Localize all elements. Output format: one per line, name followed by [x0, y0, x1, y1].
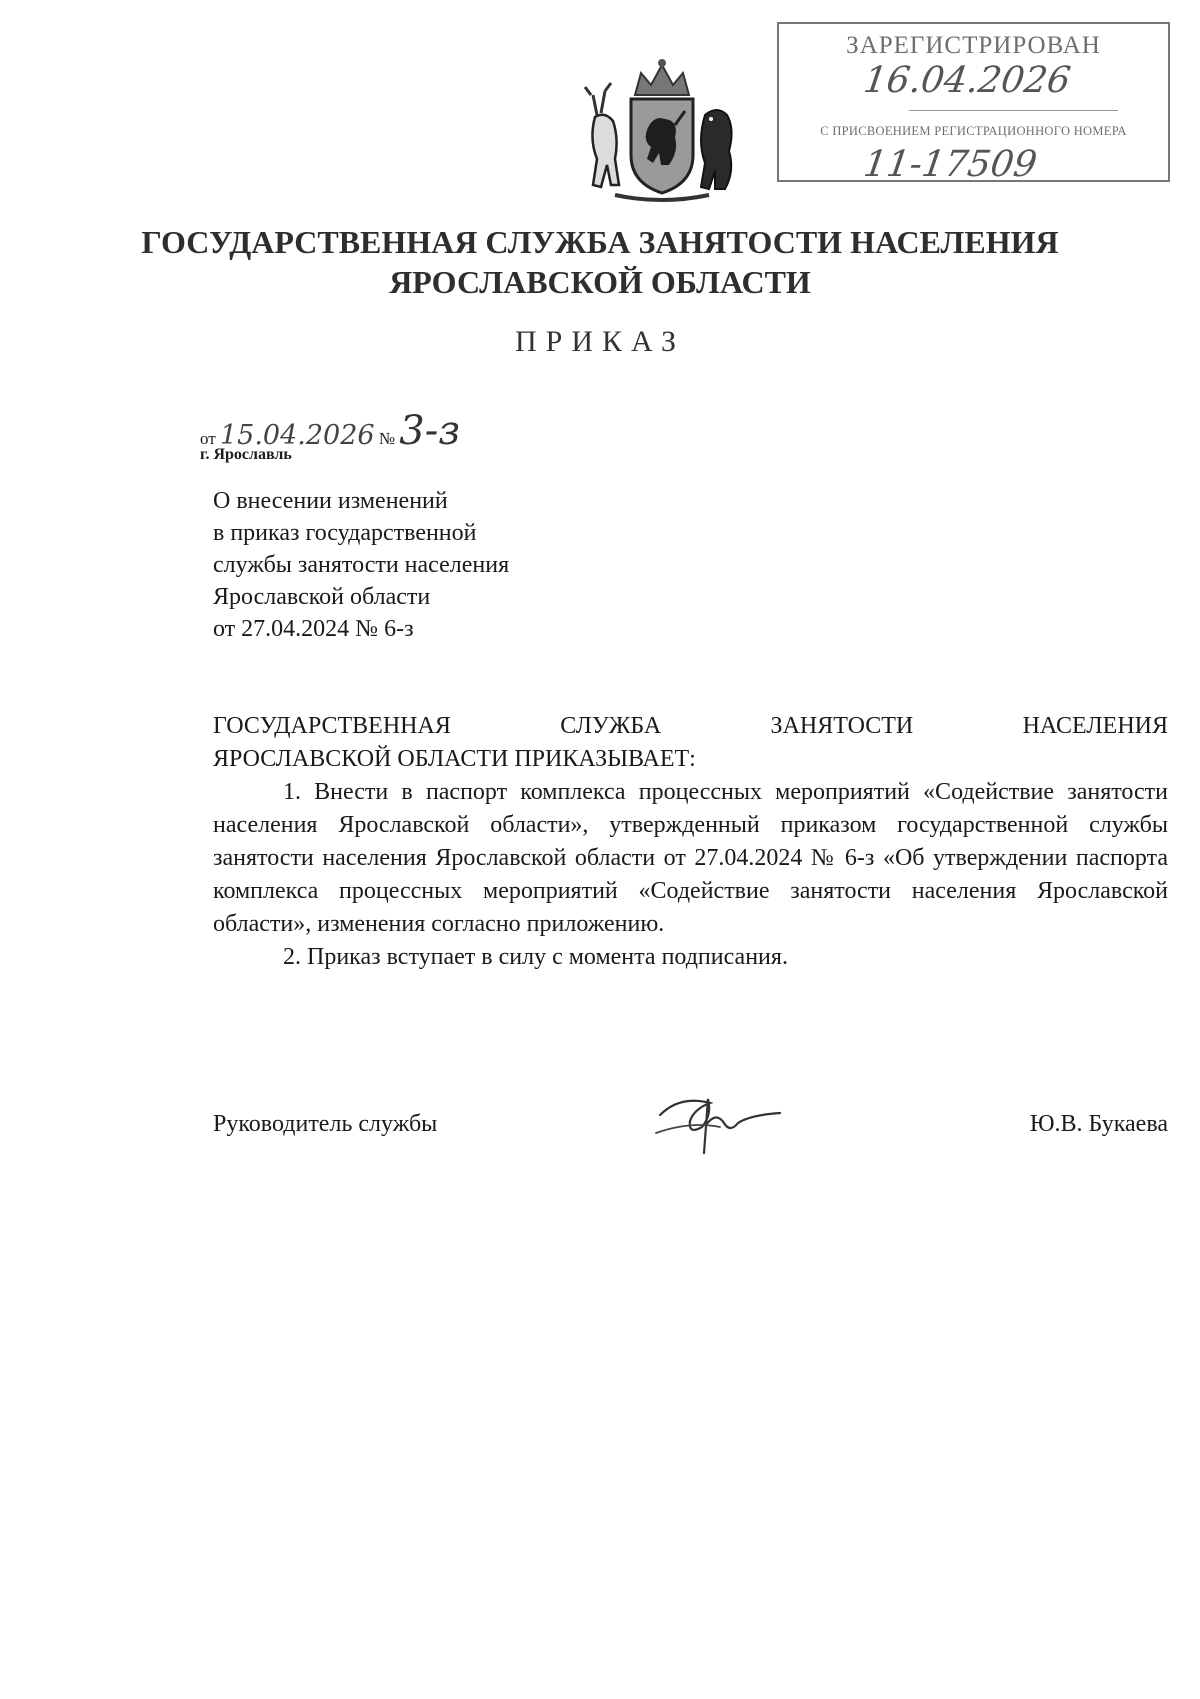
subject-line: от 27.04.2024 № 6-з — [213, 616, 414, 642]
city-label: г. Ярославль — [200, 446, 292, 463]
order-subject — [213, 485, 509, 645]
stamp-heading: ЗАРЕГИСТРИРОВАН — [846, 32, 1101, 59]
stamp-caption: С ПРИСВОЕНИЕМ РЕГИСТРАЦИОННОГО НОМЕРА — [820, 124, 1127, 138]
subject-line: в приказ государственной — [213, 520, 477, 546]
order-item-2: 2. Приказ вступает в силу с момента подписания. — [283, 944, 788, 970]
organization-title-line-2: ЯРОСЛАВСКОЙ ОБЛАСТИ — [389, 264, 811, 300]
signer-title: Руководитель службы — [213, 1111, 438, 1137]
order-number: 3-з — [399, 408, 461, 454]
order-lead-line-2: ЯРОСЛАВСКОЙ ОБЛАСТИ ПРИКАЗЫВАЕТ: — [213, 746, 696, 772]
stamp-registration-number: 11-17509 — [861, 144, 1040, 185]
organization-title-line-1: ГОСУДАРСТВЕННАЯ СЛУЖБА ЗАНЯТОСТИ НАСЕЛЕНИЯ — [141, 224, 1059, 260]
document-type-heading: ПРИКАЗ — [515, 325, 685, 358]
signer-name: Ю.В. Букаева — [1029, 1111, 1168, 1137]
order-date: 15.04.2026 — [219, 420, 375, 451]
order-item-1: 1. Внести в паспорт комплекса процессных мероприятий «Содействие занятости населения Ярославской области», утвержденный приказом государственной службы занятости населения Ярославской области от 27.04.2024 № 6-з «Об утверждении паспорта комплекса процессных мероприятий «Содействие занятости населения Ярославской области», изменения согласно приложению. — [213, 779, 1168, 937]
organization-title — [0, 222, 1200, 302]
handwritten-signature-icon — [650, 1075, 790, 1155]
order-lead-line-1: ГОСУДАРСТВЕННАЯ СЛУЖБА ЗАНЯТОСТИ НАСЕЛЕНИЯ — [213, 713, 1168, 739]
subject-line: О внесении изменений — [213, 488, 448, 514]
subject-line: службы занятости населения — [213, 552, 510, 578]
yaroslavl-coat-of-arms-icon — [575, 55, 750, 205]
stamp-date: 16.04.2026 — [861, 60, 1074, 101]
date-prefix: от — [200, 429, 216, 448]
number-prefix: № — [378, 429, 396, 448]
subject-line: Ярославской области — [213, 584, 431, 610]
stamp-divider — [909, 110, 1118, 111]
order-body — [213, 710, 1168, 974]
registration-stamp — [777, 22, 1170, 185]
